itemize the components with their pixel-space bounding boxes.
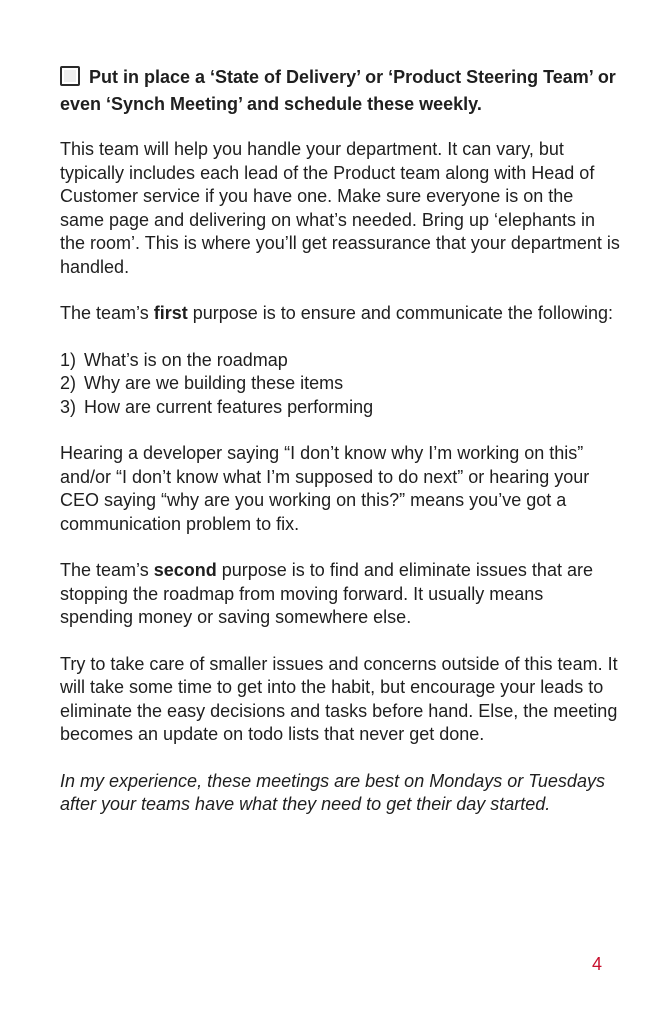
page-number: 4 xyxy=(591,954,602,974)
paragraph-first-purpose: The team’s first purpose is to ensure and communicate the following: xyxy=(60,303,613,323)
emphasis-second: second xyxy=(153,560,217,580)
paragraph-communication: Hearing a developer saying “I don’t know why I’m working on this” and/or “I don’t know what I’m supposed to do next” or hearing your CEO saying “why are you working on this?” means you’ve got a communication problem to fix. xyxy=(60,443,590,534)
list-item xyxy=(60,396,620,420)
list-text: How are current features performing xyxy=(84,396,374,417)
section-heading xyxy=(60,64,620,118)
list-item xyxy=(60,372,620,396)
paragraph-second-purpose: The team’s second purpose is to find and eliminate issues that are stopping the roadmap from moving forward. It usually means spending money or saving somewhere else. xyxy=(60,560,593,627)
paragraph-intro: This team will help you handle your department. It can vary, but typically includes each lead of the Product team along with Head of Customer service if you have one. Make sure everyone is on the same page and delivering on what’s needed. Bring up ‘elephants in the room’. This is where you’ll get reassurance that your department is handled. xyxy=(60,139,620,277)
list-text: What’s is on the roadmap xyxy=(84,349,288,370)
emphasis-first: first xyxy=(153,303,188,323)
list-number: 3) xyxy=(60,396,77,417)
list-item xyxy=(60,349,620,373)
list-text: Why are we building these items xyxy=(84,373,344,393)
checkbox-icon xyxy=(60,66,80,86)
list-number: 2) xyxy=(60,373,77,393)
paragraph-smaller-issues: Try to take care of smaller issues and concerns outside of this team. It will take some time to get into the habit, but encourage your leads to eliminate the easy decisions and tasks before hand. Else, the meeting becomes an update on todo lists that never get done. xyxy=(60,653,618,744)
heading-text: Put in place a ‘State of Delivery’ or ‘Product Steering Team’ or even ‘Synch Meeting’ and schedule these weekly. xyxy=(60,67,616,114)
page-content xyxy=(60,64,620,840)
paragraph-experience: In my experience, these meetings are best on Mondays or Tuesdays after your teams have what they need to get their day started. xyxy=(60,770,605,814)
list-number: 1) xyxy=(60,349,77,370)
purpose-list xyxy=(60,349,620,420)
